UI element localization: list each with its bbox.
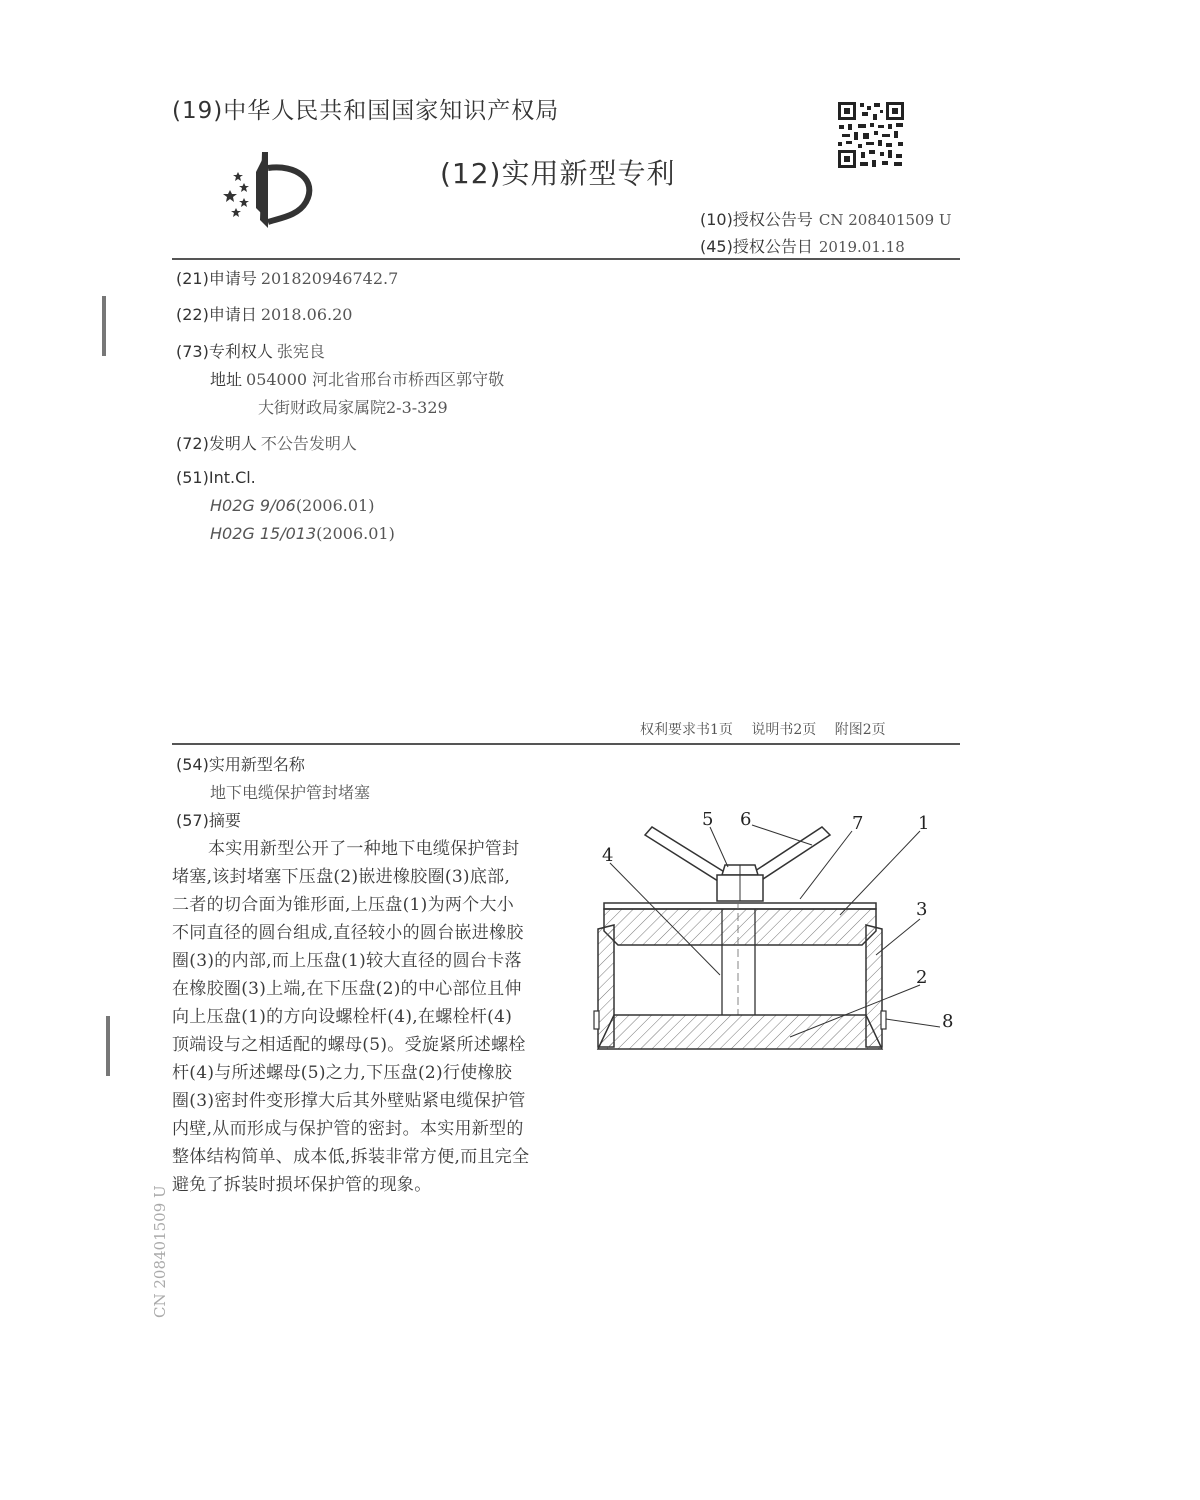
- abstract-line: 堵塞,该封堵塞下压盘(2)嵌进橡胶圈(3)底部,: [172, 867, 511, 887]
- patentee-label: (73)专利权人: [176, 342, 273, 361]
- publication-date-value: 2019.01.18: [818, 238, 905, 256]
- figure-label: 6: [740, 809, 752, 830]
- scan-mark: [102, 296, 106, 356]
- utility-model-title-label: (54)实用新型名称: [176, 755, 305, 774]
- application-number-row: [176, 266, 398, 289]
- page-counts: [640, 719, 900, 739]
- abstract-line: 内壁,从而形成与保护管的密封。本实用新型的: [172, 1119, 524, 1139]
- abstract-line: 圈(3)密封件变形撑大后其外壁贴紧电缆保护管: [172, 1091, 526, 1111]
- ipc-label: (51)Int.Cl.: [176, 468, 256, 487]
- document-type-title: (12)实用新型专利: [440, 157, 676, 190]
- side-publication-number: [148, 1180, 172, 1320]
- abstract-line: 二者的切合面为锥形面,上压盘(1)为两个大小: [172, 895, 515, 915]
- abstract-line: 杆(4)与所述螺母(5)之力,下压盘(2)行使橡胶: [172, 1063, 513, 1083]
- application-date-label: (22)申请日: [176, 305, 257, 324]
- abstract-line: 向上压盘(1)的方向设螺栓杆(4),在螺栓杆(4): [172, 1007, 513, 1027]
- ipc-code: H02G 15/013: [210, 524, 317, 543]
- abstract-line: 避免了拆装时损坏保护管的现象。: [172, 1175, 432, 1195]
- utility-model-title: 地下电缆保护管封堵塞: [210, 783, 371, 802]
- address-line-1: 054000 河北省邢台市桥西区郭守敬: [246, 370, 505, 389]
- ipc-entry: [210, 496, 374, 515]
- abstract-line: 本实用新型公开了一种地下电缆保护管封: [208, 839, 520, 859]
- inventor-value: 不公告发明人: [260, 434, 357, 453]
- ipc-code: H02G 9/06: [210, 496, 296, 515]
- address-row: [210, 367, 504, 390]
- application-date-value: 2018.06.20: [260, 305, 353, 324]
- qr-code-icon: [836, 100, 906, 170]
- publication-number-label: (10)授权公告号: [700, 210, 813, 229]
- claims-pages: 权利要求书1页: [640, 722, 733, 738]
- inventor-row: [176, 431, 357, 454]
- figure-label: 5: [702, 809, 714, 830]
- abstract-line: 不同直径的圆台组成,直径较小的圆台嵌进橡胶: [172, 923, 524, 943]
- nut: [717, 865, 763, 901]
- scan-mark: [106, 1016, 110, 1076]
- patentee-value: 张宪良: [276, 342, 325, 361]
- abstract-line: 在橡胶圈(3)上端,在下压盘(2)的中心部位且伸: [172, 979, 522, 999]
- cnipa-logo-icon: [222, 150, 322, 230]
- abstract-line: 顶端设与之相适配的螺母(5)。受旋紧所述螺栓: [172, 1035, 526, 1055]
- drawings-pages: 附图2页: [834, 722, 886, 738]
- upper-pressure-plate: [604, 903, 876, 945]
- address-line-2: 大街财政局家属院2-3-329: [258, 398, 448, 417]
- address-label: 地址: [210, 370, 243, 389]
- figure-label: 7: [852, 813, 864, 834]
- side-publication-text: CN 208401509 U: [151, 1185, 169, 1318]
- ipc-version: (2006.01): [316, 524, 395, 543]
- section-divider: [172, 743, 960, 745]
- publication-number-value: CN 208401509 U: [818, 211, 952, 229]
- figure-label: 4: [602, 845, 614, 866]
- ipc-entry: [210, 524, 395, 543]
- plug-cross-section-figure: [590, 805, 960, 1065]
- figure-label: 1: [918, 813, 930, 834]
- abstract-label: (57)摘要: [176, 811, 241, 830]
- header-divider: [172, 258, 960, 260]
- figure-label: 2: [916, 967, 928, 988]
- abstract-line: 圈(3)的内部,而上压盘(1)较大直径的圆台卡落: [172, 951, 522, 971]
- office-title: (19)中华人民共和国国家知识产权局: [172, 98, 560, 124]
- application-number-value: 201820946742.7: [260, 269, 399, 288]
- description-pages: 说明书2页: [751, 722, 817, 738]
- publication-number-row: [700, 207, 952, 230]
- inventor-label: (72)发明人: [176, 434, 257, 453]
- publication-date-label: (45)授权公告日: [700, 237, 813, 256]
- publication-date-row: [700, 234, 905, 257]
- abstract-line: 整体结构简单、成本低,拆装非常方便,而且完全: [172, 1147, 530, 1167]
- application-number-label: (21)申请号: [176, 269, 257, 288]
- lower-pressure-plate: [594, 1011, 886, 1049]
- patentee-row: [176, 339, 325, 362]
- ipc-version: (2006.01): [295, 496, 375, 515]
- application-date-row: [176, 302, 352, 325]
- figure-label: 3: [916, 899, 928, 920]
- figure-label: 8: [942, 1011, 954, 1032]
